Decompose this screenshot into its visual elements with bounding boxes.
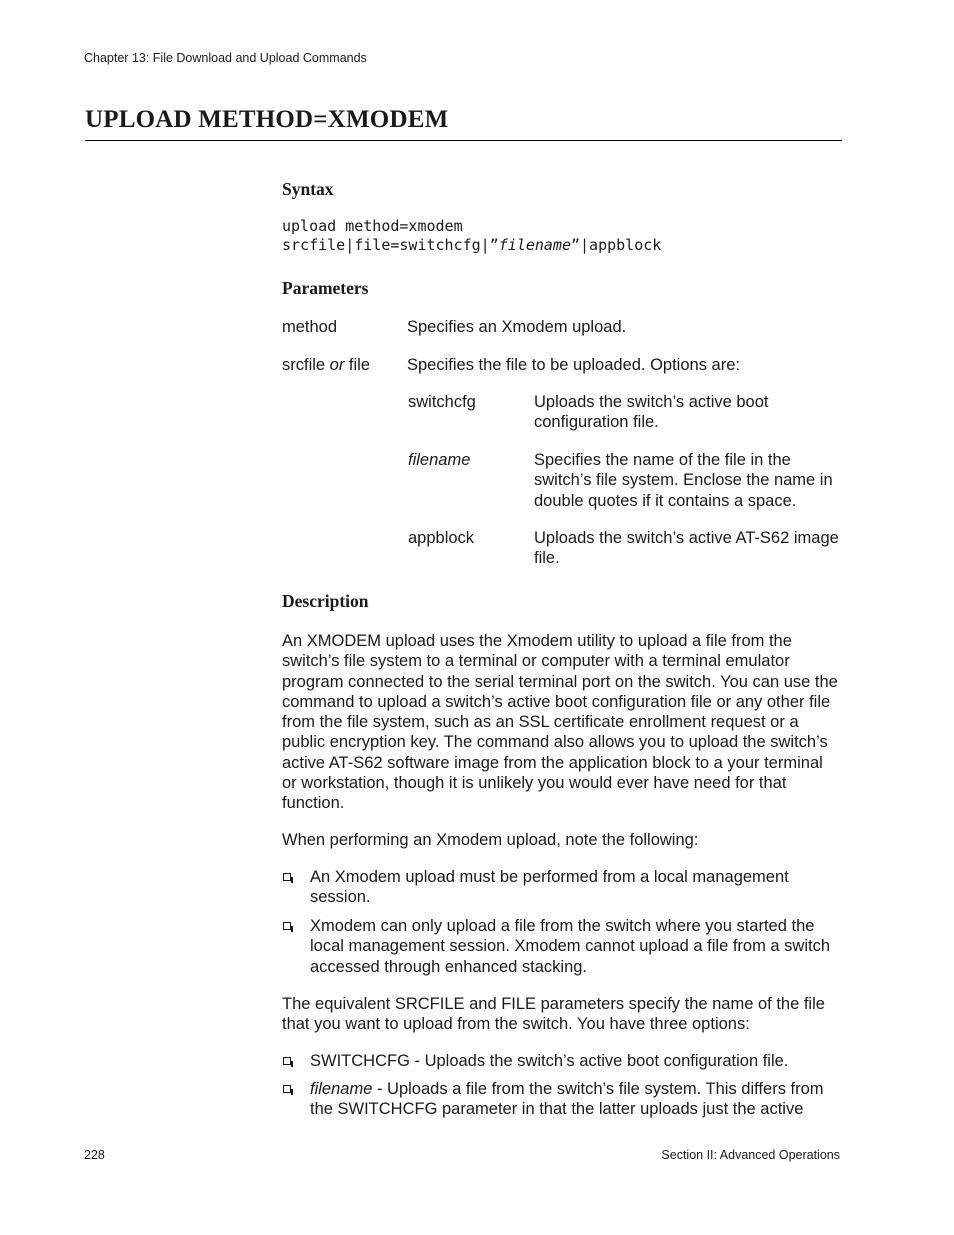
list-item: filename - Uploads a file from the switch’s file system. This differs from the SWITCHCFG parameter in that the latter uploads just the active — [310, 1080, 824, 1119]
page-title: UPLOAD METHOD=XMODEM — [85, 106, 449, 133]
running-header: Chapter 13: File Download and Upload Commands — [84, 51, 367, 65]
option-filename-desc: Specifies the name of the file in the switch’s file system. Enclose the name in double quotes if it contains a space. — [534, 451, 833, 510]
running-footer-section: Section II: Advanced Operations — [661, 1148, 840, 1162]
checkbox-bullet-icon — [283, 873, 291, 881]
option-switchcfg-name: switchcfg — [408, 393, 476, 411]
option-appblock-name: appblock — [408, 529, 475, 547]
description-paragraph-3: The equivalent SRCFILE and FILE parameters specify the name of the file that you want to upload from the switch. You have three options: — [282, 995, 825, 1034]
syntax-heading: Syntax — [282, 179, 334, 199]
param-method-desc: Specifies an Xmodem upload. — [407, 318, 627, 336]
parameters-heading: Parameters — [282, 278, 369, 298]
option-switchcfg-desc: Uploads the switch’s active boot configuration file. — [534, 393, 769, 432]
list-item: SWITCHCFG - Uploads the switch’s active boot configuration file. — [310, 1052, 789, 1070]
description-heading: Description — [282, 591, 369, 611]
param-method-name: method — [282, 318, 338, 336]
checkbox-bullet-icon — [283, 1057, 291, 1065]
syntax-line-1: upload method=xmodem — [282, 217, 463, 235]
list-item: Xmodem can only upload a file from the switch where you started the local management session. Xmodem cannot upload a file from a switch accessed through enhanced stacking. — [310, 917, 831, 976]
checkbox-bullet-icon — [283, 1085, 291, 1093]
description-paragraph-1: An XMODEM upload uses the Xmodem utility to upload a file from the switch’s file system to a terminal or computer with a terminal emulator program connected to the serial terminal port on the switch. You can use the command to upload a switch’s active boot configuration file or any other file from the file system, such as an SSL certificate enrollment request or a public encryption key. The command also allows you to upload the switch’s active AT-S62 software image from the application block to a your terminal or workstation, though it is unlikely you would ever have need for that function. — [282, 632, 838, 813]
option-appblock-desc: Uploads the switch’s active AT-S62 image file. — [534, 529, 839, 568]
param-srcfile-desc: Specifies the file to be uploaded. Options are: — [407, 356, 740, 374]
param-srcfile-name: srcfile or file — [282, 356, 371, 374]
description-paragraph-2: When performing an Xmodem upload, note the following: — [282, 831, 699, 849]
option-filename-name: filename — [408, 451, 471, 469]
page-number: 228 — [84, 1148, 105, 1162]
title-rule — [85, 140, 842, 141]
syntax-line-2: srcfile|file=switchcfg|”filename”|appblock — [282, 236, 662, 254]
list-item: An Xmodem upload must be performed from a local management session. — [310, 868, 789, 907]
checkbox-bullet-icon — [283, 922, 291, 930]
